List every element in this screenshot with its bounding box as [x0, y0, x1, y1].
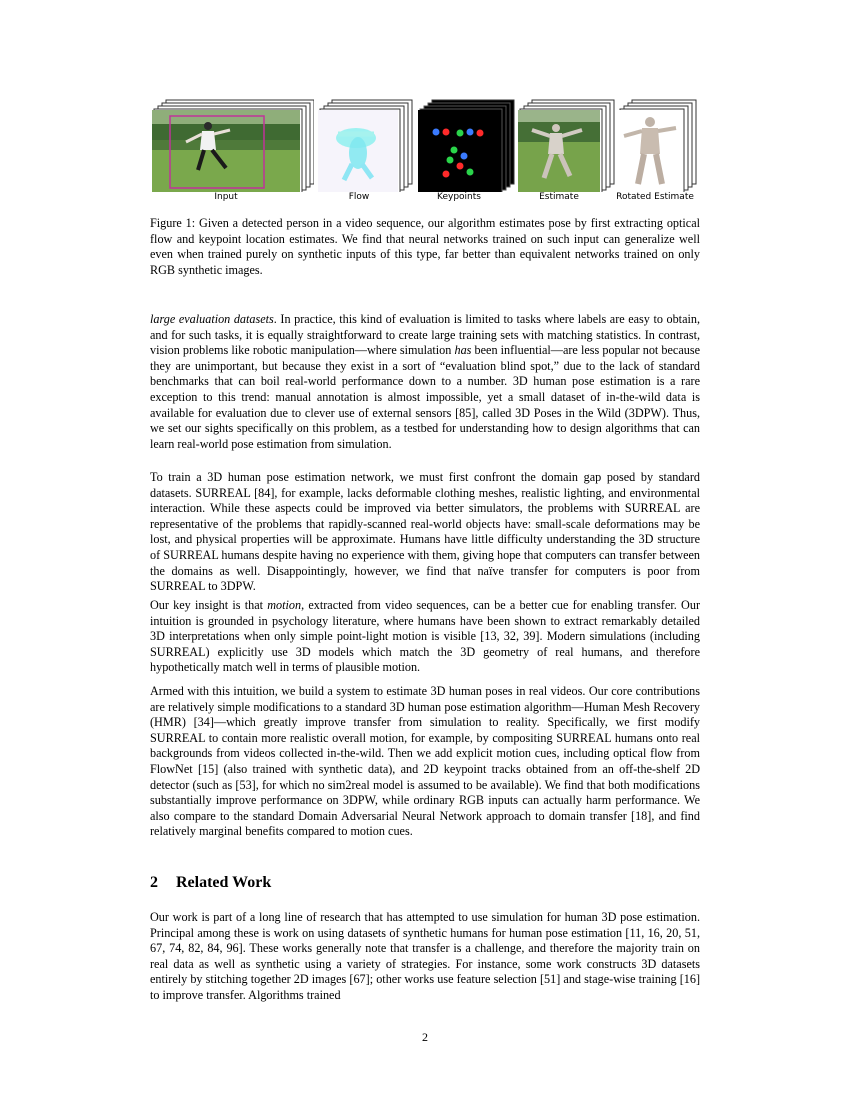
paragraph-2: [150, 470, 700, 595]
flow-image-stack: [316, 98, 416, 192]
figure-panel-keypoints: [416, 98, 516, 208]
rotated-estimate-image-stack: [616, 98, 716, 192]
figure-panel-estimate: [516, 98, 616, 208]
p1-italic-has: has: [454, 343, 472, 358]
related-work-paragraph: [150, 910, 700, 1004]
paragraph-3: [150, 598, 700, 676]
section-heading: [150, 874, 271, 892]
section-number: 2: [150, 874, 158, 891]
input-image-stack: [150, 98, 314, 192]
panel-label-rotated-estimate: Rotated Estimate: [616, 192, 694, 202]
section-title: Related Work: [176, 874, 272, 891]
p3-italic: motion: [267, 598, 302, 612]
figure-1: [150, 98, 700, 208]
input-frame: [152, 110, 300, 192]
p3-text-b: , extracted from video sequences, can be a better cue for enabling transfer. Our intuition is grounded in psychology literature, where humans have been shown to extract remarkably detailed 3D interpretations when only simple point-light motion is visible [13, 32, 39]. Modern simulations (including SURREAL) explicitly use 3D models which match the 3D geometry of real humans, and therefore hypothetically match well in terms of plausible motion.: [150, 598, 701, 675]
figure-caption: Figure 1: Given a detected person in a video sequence, our algorithm estimates pose by first extracting optical flow and keypoint location estimates. We find that neural networks trained on such input can generalize well even when trained purely on synthetic inputs of this type, far better than equivalent networks trained on only RGB synthetic images.: [150, 216, 700, 277]
p1-text: . In practice, this kind of evaluation is limited to tasks where labels are easy to obtain, and for such tasks, it is equally straightforward to create large training sets with matching statistics. In contrast, vision problems like robotic manipulation—where simulation: [150, 312, 701, 358]
paragraph-1: [150, 312, 700, 452]
panel-label-estimate: Estimate: [539, 192, 579, 202]
keypoints-image-stack: [416, 98, 516, 192]
figure-panel-rotated-estimate: [616, 98, 716, 208]
estimate-image-stack: [516, 98, 616, 192]
p3-text-a: Our key insight is that: [150, 598, 268, 612]
figure-panel-input: [150, 98, 250, 208]
page-number: 2: [422, 1030, 428, 1044]
paragraph-4: [150, 684, 700, 840]
related-work-text: Our work is part of a long line of research that has attempted to use simulation for human 3D pose estimation. Principal among these is work on using datasets of synthetic humans for human pose estimation [11, 16, 20, 51, 67, 74, 82, 84, 96]. These works generally note that transfer is a challenge, and therefore the majority train on real data as well as synthetic using a variety of strategies. For instance, some work constructs 3D datasets entirely by stitching together 2D images [67]; other works use feature selection [51] and stage-wise training [16] to improve transfer. Algorithms trained: [150, 910, 700, 1002]
panel-label-flow: Flow: [348, 192, 370, 202]
panel-label-keypoints: Keypoints: [437, 192, 481, 202]
panel-label-input: Input: [214, 192, 238, 202]
figure-panel-flow: [316, 98, 416, 208]
p1-italic: large evaluation datasets: [150, 312, 274, 326]
p2-text: To train a 3D human pose estimation network, we must first confront the domain gap posed by standard datasets. SURREAL [84], for example, lacks deformable clothing meshes, realistic lighting, and environmental interaction. While these aspects could be improved via better simulators, the problems with SURREAL are representative of the problems that rapidly-scanned real-world objects have: small-scale deformations may be lost, and physical properties will be approximate. Humans have little difficulty understanding the 3D structure of SURREAL humans despite having no experience with them, giving hope that computers can transfer between the domains as well. Disappointingly, however, we find that naïve transfer for computers is poor from SURREAL to 3DPW.: [150, 470, 700, 594]
p1-text-2: been influential—are less popular not because they are unimportant, but because they exist in a sort of “evaluation blind spot,” due to the lack of standard benchmarks that can boil real-world performance down to a number. 3D human pose estimation is a rare exception to this trend: manual annotation is almost impossible, yet a small dataset of in-the-wild data is available for evaluation due to clever use of external sensors [85], called 3D Poses in the Wild (3DPW). Thus, we set our sights specifically on this problem, as a testbed for understanding how to design algorithms that can learn real-world pose estimation from simulation.: [150, 343, 700, 451]
p4-text: Armed with this intuition, we build a system to estimate 3D human poses in real videos. Our core contributions are relatively simple modifications to a standard 3D human pose estimation algorithm—Human Mesh Recovery (HMR) [34]—which greatly improve transfer from simulation to reality. Specifically, we first modify SURREAL to contain more realistic overall motion, for example, by compositing SURREAL humans onto real backgrounds from videos collected in-the-wild. Then we add explicit motion cues, including optical flow from FlowNet [15] (also trained with synthetic data), and 2D keypoint tracks obtained from an off-the-shelf 2D detector (such as [53], for which no sim2real model is assumed to be available). We find that both modifications substantially improve performance on 3DPW, while ordinary RGB inputs can actually harm performance. We also compare to the standard Domain Adversarial Neural Network approach to domain transfer [18], and find relatively marginal benefits compared to motion cues.: [150, 684, 700, 839]
